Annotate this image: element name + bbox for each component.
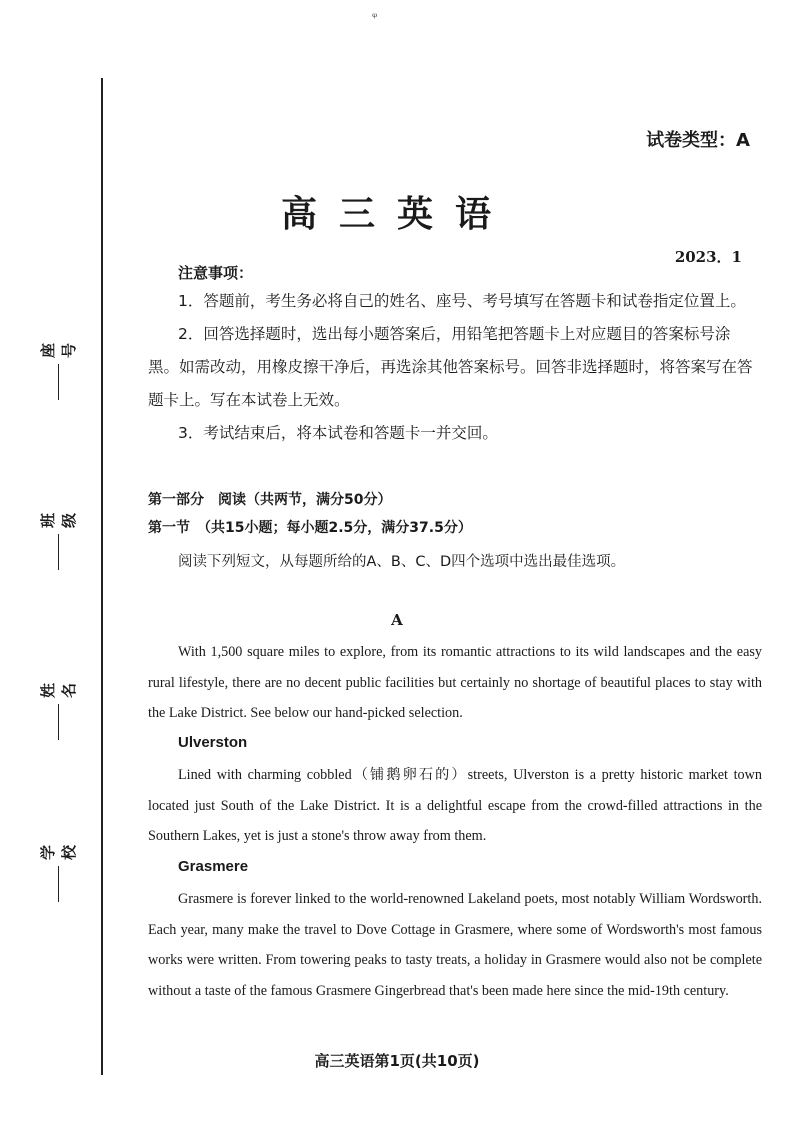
notice-heading: 注意事项：: [178, 264, 254, 282]
seat-number-label: 座号: [39, 342, 78, 358]
subheading-grasmere: Grasmere: [178, 858, 249, 875]
school-field[interactable]: [39, 842, 78, 902]
page-title: 高三英语: [280, 194, 513, 235]
class-field[interactable]: [39, 510, 78, 570]
passage-letter: A: [391, 611, 403, 629]
section-heading: 第一节 （共15小题；每小题2.5分，满分37.5分）: [148, 520, 472, 536]
school-underline: [57, 866, 59, 902]
page-mark: ᵠ: [372, 10, 378, 24]
seat-number-field[interactable]: [39, 340, 78, 400]
notice-item: 2．回答选择题时，选出每小题答案后，用铅笔把答题卡上对应题目的答案标号涂黑。如需改动，用橡皮擦干净后，再选涂其他答案标号。回答非选择题时，将答案写在答题卡上。写在本试卷上无效。: [148, 325, 753, 409]
passage-intro: With 1,500 square miles to explore, from its romantic attractions to its wild landscapes and the easy rural lifestyle, there are no decent public facilities but certainly no shortage of beautiful places to stay with the Lake District. See below our hand-picked selection.: [148, 644, 762, 721]
notice-item: 3．考试结束后，将本试卷和答题卡一并交回。: [178, 424, 498, 442]
class-underline: [57, 534, 59, 570]
paragraph-grasmere: Grasmere is forever linked to the world-renowned Lakeland poets, most notably William Wordsworth. Each year, many make the travel to Dove Cottage in Grasmere, where some of Wordsworth's most famous works were written. From towering peaks to tasty treats, a holiday in Grasmere would also not be complete without a taste of the famous Grasmere Gingerbread that's been made here since the mid-19th century.: [148, 891, 762, 999]
name-field[interactable]: [39, 680, 78, 740]
seat-number-underline: [57, 364, 59, 400]
part-heading: 第一部分 阅读（共两节，满分50分）: [148, 492, 392, 508]
school-label: 学校: [39, 844, 78, 860]
paper-type: 试卷类型：A: [646, 130, 750, 151]
subheading-ulverston: Ulverston: [178, 734, 248, 751]
class-label: 班级: [39, 512, 78, 528]
instruction-text: 阅读下列短文，从每题所给的A、B、C、D四个选项中选出最佳选项。: [178, 554, 626, 570]
name-label: 姓名: [39, 682, 78, 698]
name-underline: [57, 704, 59, 740]
page-footer: 高三英语第1页(共10页): [314, 1052, 480, 1070]
exam-date: 2023．1: [674, 248, 742, 266]
notice-item: 1．答题前，考生务必将自己的姓名、座号、考号填写在答题卡和试卷指定位置上。: [178, 292, 746, 310]
paragraph-ulverston: Lined with charming cobbled（铺鹅卵石的）streets, Ulverston is a pretty historic market town located just South of the Lake District. It is a delightful escape from the crowd-filled attractions in the Southern Lakes, yet is just a stone's throw away from them.: [148, 767, 762, 844]
